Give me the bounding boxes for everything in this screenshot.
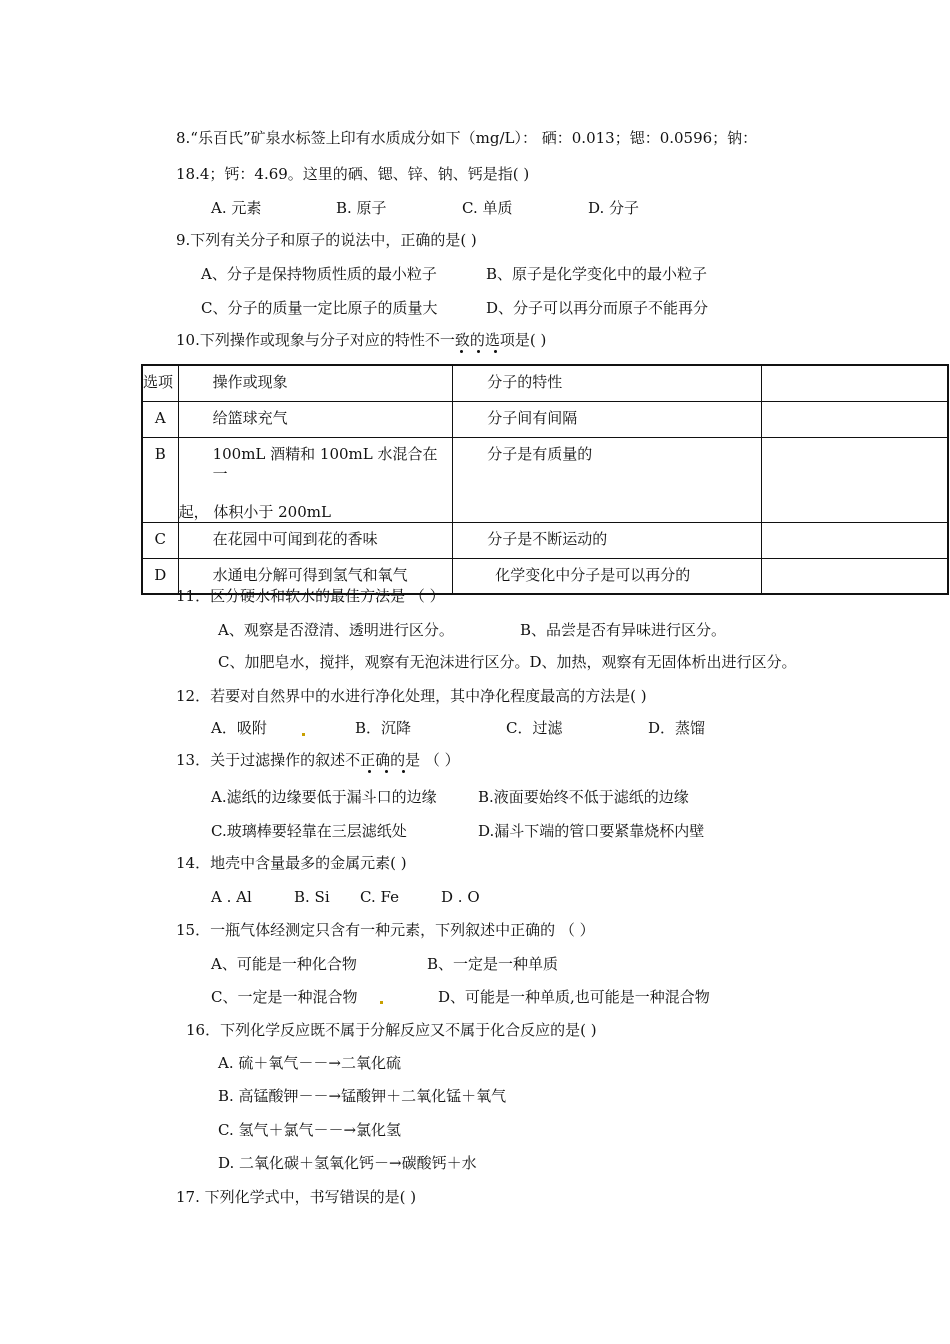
header-option: 选项 [142,365,178,401]
emphasis-dot [368,770,371,773]
q12-option-c: C．过滤 [506,719,563,737]
decorative-dot [380,1001,383,1004]
row-trait: 分子是有质量的 [453,437,762,522]
row-operation: 给篮球充气 [178,401,453,437]
q8-stem-line1: 8.“乐百氏”矿泉水标签上印有水质成分如下（mg/L）： 硒：0.013；锶：0.0596；钠： [176,129,758,147]
row-trait: 化学变化中分子是可以再分的 [453,558,762,594]
row-option: B [142,437,178,522]
q16-option-a: A. 硫＋氧气－－→二氧化硫 [218,1054,401,1072]
q9-option-d: D、分子可以再分而原子不能再分 [486,299,709,317]
q10-table [141,364,949,595]
q14-option-a: A . Al [211,888,252,906]
table-row [142,401,948,437]
table-row [142,522,948,558]
row-operation-line1: 100mL 酒精和 100mL 水混合在一 [212,444,438,483]
row-trait: 分子是不断运动的 [453,522,762,558]
emphasis-dot [385,770,388,773]
row-empty [762,437,948,522]
decorative-dot [302,733,305,736]
q8-option-a: A. 元素 [211,199,262,217]
q15-option-a: A、可能是一种化合物 [211,955,357,973]
q17-stem: 17. 下列化学式中，书写错误的是( ) [176,1188,417,1206]
q14-option-c: C. Fe [360,888,399,906]
q11-option-a: A、观察是否澄清、透明进行区分。 [218,621,454,639]
row-option: C [142,522,178,558]
header-operation: 操作或现象 [178,365,453,401]
q16-stem: 16．下列化学反应既不属于分解反应又不属于化合反应的是( ) [186,1021,597,1039]
q13-option-b: B.液面要始终不低于滤纸的边缘 [478,788,689,806]
row-operation-line2: 起， 体积小于 200mL [178,502,331,521]
q12-option-d: D．蒸馏 [648,719,706,737]
q15-option-d: D、可能是一种单质,也可能是一种混合物 [438,988,710,1006]
q9-option-a: A、分子是保持物质性质的最小粒子 [201,265,437,283]
q15-option-c: C、一定是一种混合物 [211,988,358,1006]
emphasis-dot [402,770,405,773]
q16-option-d: D. 二氧化碳＋氢氧化钙－→碳酸钙＋水 [218,1154,477,1172]
q9-stem: 9.下列有关分子和原子的说法中，正确的是( ) [176,231,477,249]
q10-stem: 10.下列操作或现象与分子对应的特性不一致的选项是( ) [176,331,547,349]
q13-option-d: D.漏斗下端的管口要紧靠烧杯内壁 [478,822,705,840]
emphasis-dot [494,350,497,353]
header-empty [762,365,948,401]
q13-stem: 13．关于过滤操作的叙述不正确的是 （ ） [176,751,460,769]
q11-option-cd: C、加肥皂水，搅拌，观察有无泡沫进行区分。D、加热，观察有无固体析出进行区分。 [218,653,797,671]
header-trait: 分子的特性 [453,365,762,401]
q14-stem: 14．地壳中含量最多的金属元素( ) [176,854,407,872]
q8-stem-line2: 18.4；钙：4.69。这里的硒、锶、锌、钠、钙是指( ) [176,165,530,183]
row-empty [762,401,948,437]
q14-option-d: D . O [441,888,480,906]
row-option: D [142,558,178,594]
row-option: A [142,401,178,437]
row-empty [762,522,948,558]
table-row [142,437,948,522]
q15-stem: 15．一瓶气体经测定只含有一种元素，下列叙述中正确的 （ ） [176,921,595,939]
q8-option-b: B. 原子 [336,199,387,217]
table-header-row [142,365,948,401]
emphasis-dot [477,350,480,353]
q16-option-c: C. 氢气＋氯气－－→氯化氢 [218,1121,402,1139]
q13-option-a: A.滤纸的边缘要低于漏斗口的边缘 [211,788,437,806]
q9-option-c: C、分子的质量一定比原子的质量大 [201,299,438,317]
q13-option-c: C.玻璃棒要轻靠在三层滤纸处 [211,822,407,840]
q8-option-c: C. 单质 [462,199,513,217]
q16-option-b: B. 高锰酸钾－－→锰酸钾＋二氧化锰＋氧气 [218,1087,507,1105]
q15-option-b: B、一定是一种单质 [427,955,559,973]
q11-option-b: B、品尝是否有异味进行区分。 [520,621,727,639]
row-operation [178,437,453,522]
emphasis-dot [460,350,463,353]
q14-option-b: B. Si [294,888,330,906]
q12-option-a: A．吸附 [211,719,267,737]
q8-option-d: D. 分子 [588,199,640,217]
row-operation: 水通电分解可得到氢气和氧气 [178,558,453,594]
row-operation: 在花园中可闻到花的香味 [178,522,453,558]
row-trait: 分子间有间隔 [453,401,762,437]
q12-stem: 12．若要对自然界中的水进行净化处理，其中净化程度最高的方法是( ) [176,687,647,705]
q11-stem: 11．区分硬水和软水的最佳方法是 （ ） [176,587,445,605]
q9-option-b: B、原子是化学变化中的最小粒子 [486,265,708,283]
row-empty [762,558,948,594]
q12-option-b: B．沉降 [355,719,412,737]
